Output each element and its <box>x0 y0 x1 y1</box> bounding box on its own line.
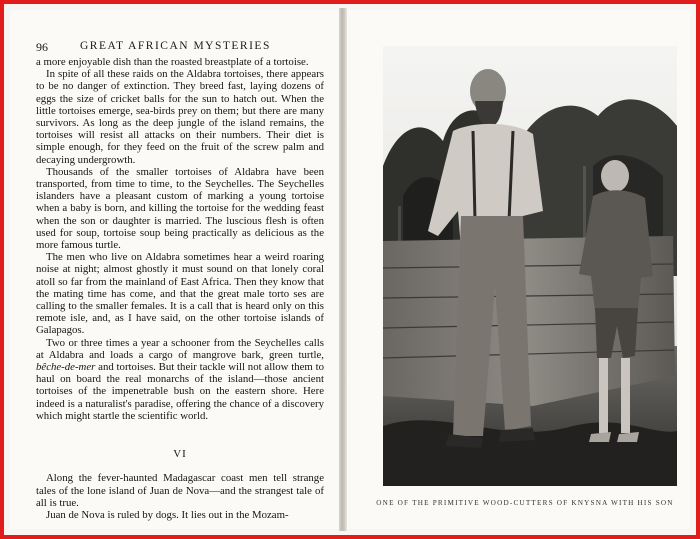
photo-caption: ONE OF THE PRIMITIVE WOOD-CUTTERS OF KNYSNA WITH HIS SON <box>376 499 674 507</box>
right-page <box>347 10 690 529</box>
woodcutter-photo-illustration <box>383 46 677 486</box>
paragraph-1: a more enjoyable dish than the roasted breastplate of a tortoise. <box>36 56 309 68</box>
section-number: VI <box>173 448 187 461</box>
paragraph-5-end: and tortoises. But their tackle will not allow them to haul on board the real monarchs of the island—those ancient tortoises of the impenetrable bush on the eastern shore. Here indeed is a naturalist's paradise, offering the chance of a discovery which might startle the scientific world. <box>36 361 324 422</box>
paragraph-5 <box>36 337 324 422</box>
page-number: 96 <box>36 40 48 54</box>
left-page <box>10 10 339 529</box>
paragraph-3: Thousands of the smaller tortoises of Aldabra have been transported, from time to time, to the Seychelles. The Seychelles islanders have a pleasant custom of marking a young tortoise when a baby is born, and killing the tortoise for the wedding feast when the son or daughter is married. The luscious flesh is often used for soup, tortoise soup being practically as delicious as the more famous turtle. <box>36 165 324 252</box>
paragraph-4: The men who live on Aldabra sometimes hear a weird roaring noise at night; almost ghostly it must sound on that lonely coral atoll so far from the mainland of East Africa. Then they know that the mating time has come, and that the great male torto ses are calling to the smaller females. It is a call that is heard only on this remote isle, and, as I have said, on the other tortoise islands of Galapagos. <box>36 251 324 337</box>
page-body-text <box>36 56 324 521</box>
paragraph-6: Along the fever-haunted Madagascar coast men tell strange tales of the lone island of Juan de Nova—and the strangest tale of all is true. <box>36 472 324 509</box>
running-head: GREAT AFRICAN MYSTERIES <box>80 40 271 52</box>
paragraph-2: In spite of all these raids on the Aldabra tortoises, there appears to be no danger of extinction. They breed fast, laying dozens of eggs the size of cricket balls for the sun to hatch out. When the little tortoises emerge, sea-birds prey on them; but there are many survivors. As long as the deep jungle of the island remains, the tortoises will resist all attacks on their numbers. Their diet is simple enough, for they feed on the fruit of the screw palm and decaying undergrowth. <box>36 68 324 166</box>
photograph <box>383 46 677 486</box>
paragraph-7: Juan de Nova is ruled by dogs. It lies out in the Mozam- <box>46 508 289 521</box>
book-gutter <box>339 8 347 531</box>
italic-term: bêche-de-mer <box>36 361 96 374</box>
paragraph-5-start: Two or three times a year a schooner from the Seychelles calls at Aldabra and loads a cargo of mangrove bark, green turtle, <box>36 336 324 361</box>
